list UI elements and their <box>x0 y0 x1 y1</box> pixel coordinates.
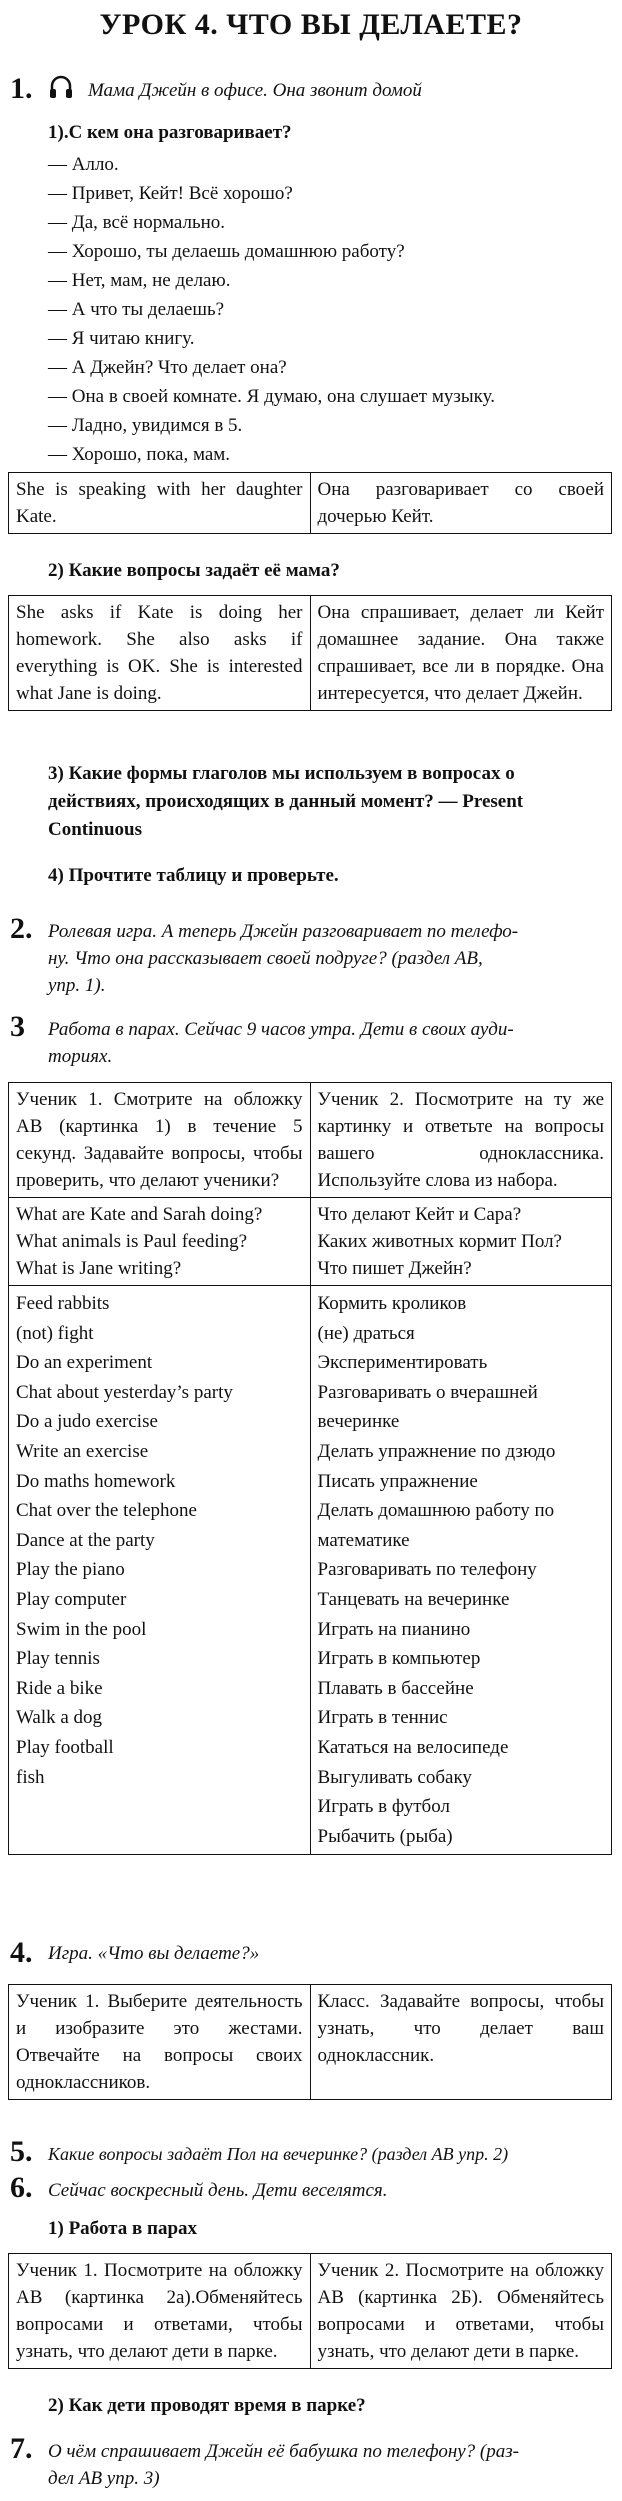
dialog-line: — Привет, Кейт! Всё хорошо? <box>48 183 293 204</box>
phrase-ru: Выгуливать собаку <box>317 1766 472 1788</box>
questions-en-cell <box>9 1198 311 1286</box>
question-line: 3) Какие формы глаголов мы используем в вопросах о <box>48 763 515 784</box>
exercise-7-number: 7. <box>10 2432 33 2465</box>
task-line: дел АВ упр. 3) <box>48 2468 160 2489</box>
table-cell-en: She asks if Kate is doing her homework. She also asks if everything is OK. She is interested what Jane is doing. <box>9 596 311 711</box>
phrase-ru: Кормить кроликов <box>317 1293 467 1314</box>
phrase-en: Play tennis <box>16 1648 100 1670</box>
table-cell-ru: Ученик 2. Посмотрите на ту же картинку и ответьте на вопросы вашего одноклассника. Используйте слова из набора. <box>310 1083 612 1198</box>
phrase-ru: Кататься на велосипеде <box>317 1736 509 1758</box>
phrase-en: Do an experiment <box>16 1352 153 1374</box>
question-line: действиях, происходящих в данный момент? — Present <box>48 791 524 812</box>
phrase-ru: Делать упражнение по дзюдо <box>317 1440 556 1462</box>
exercise-3-number: 3 <box>10 1010 25 1043</box>
question-ru: Что пишет Джейн? <box>317 1258 472 1279</box>
headphones-icon <box>48 74 74 105</box>
exercise-4-number: 4. <box>10 1936 33 1969</box>
phrase-en: Ride a bike <box>16 1677 103 1699</box>
exercise-4-task: Игра. «Что вы делаете?» <box>48 1943 260 1964</box>
question-ru: Что делают Кейт и Сара? <box>317 1204 522 1225</box>
dialog-line: — Да, всё нормально. <box>48 212 226 233</box>
exercise-2-task <box>48 918 518 999</box>
phrase-ru: Играть в теннис <box>317 1707 448 1729</box>
exercise-5-task: Какие вопросы задаёт Пол на вечеринке? (раздел АВ упр. 2) <box>48 2144 509 2164</box>
dialog-line: — Алло. <box>48 154 119 175</box>
phrase-en: Dance at the party <box>16 1529 155 1551</box>
questions-ru-cell <box>310 1198 612 1286</box>
phrase-en: Play computer <box>16 1588 127 1610</box>
phrase-en: fish <box>16 1766 45 1788</box>
phrase-en: Play football <box>16 1736 114 1758</box>
exercise-1-number: 1. <box>10 72 33 105</box>
pair-work-table <box>8 1082 612 1855</box>
table-cell-ru: Она спрашивает, делает ли Кейт домашнее задание. Она также спрашивает, все ли в порядке. Она интересуется, что делает Джейн. <box>310 596 612 711</box>
exercise-5-number: 5. <box>10 2135 33 2168</box>
exercise-6-question-2: 2) Как дети проводят время в парке? <box>48 2395 366 2416</box>
dialog-line: — Она в своей комнате. Я думаю, она слушает музыку. <box>48 386 495 407</box>
question-ru: Каких животных кормит Пол? <box>317 1231 562 1252</box>
phrase-en: Play the piano <box>16 1559 125 1581</box>
phrase-ru: вечеринке <box>317 1411 400 1433</box>
dialog-line: — Ладно, увидимся в 5. <box>48 415 243 436</box>
dialog-line: — Хорошо, пока, мам. <box>48 444 231 465</box>
phrase-ru: Экспериментировать <box>317 1352 488 1374</box>
exercise-1-question-3 <box>48 760 523 844</box>
question-en: What is Jane writing? <box>16 1258 182 1279</box>
exercise-6-number: 6. <box>10 2171 33 2204</box>
table-cell-en: Ученик 1. Выберите деятельность и изобразите это жестами. Отвечайте на вопросы своих одноклассников. <box>9 1985 311 2100</box>
table-cell-en: Ученик 1. Посмотрите на обложку АВ (картинка 2а).Обменяйтесь вопросами и ответами, чтобы узнать, что делают дети в парке. <box>9 2254 311 2369</box>
phrase-en: Swim in the pool <box>16 1618 147 1640</box>
phrase-ru: Плавать в бассейне <box>317 1677 474 1699</box>
table-cell-ru: Ученик 2. Посмотрите на обложку АВ (картинка 2Б). Обменяйтесь вопросами и ответами, чтобы узнать, что делают дети в парке. <box>310 2254 612 2369</box>
task-line: ну. Что она рассказывает своей подруге? (раздел АВ, <box>48 948 483 969</box>
task-line: упр. 1). <box>48 975 106 996</box>
phrase-ru: (не) драться <box>317 1322 415 1344</box>
dialog-line: — Нет, мам, не делаю. <box>48 270 231 291</box>
task-line: Работа в парах. Сейчас 9 часов утра. Дети в своих ауди- <box>48 1019 514 1040</box>
phrase-en: Walk a dog <box>16 1707 103 1729</box>
phrase-en: Do maths homework <box>16 1470 176 1492</box>
task-line: Ролевая игра. А теперь Джейн разговаривает по телефо- <box>48 921 519 942</box>
answer-table-2 <box>8 595 612 711</box>
exercise-1-question-1: 1).С кем она разговаривает? <box>48 122 292 143</box>
question-en: What are Kate and Sarah doing? <box>16 1204 263 1225</box>
phrase-ru: Играть в компьютер <box>317 1648 481 1670</box>
exercise-1-question-2: 2) Какие вопросы задаёт её мама? <box>48 560 340 581</box>
dialog <box>48 150 495 469</box>
exercise-1-task: Мама Джейн в офисе. Она звонит домой <box>88 80 422 101</box>
phrase-ru: Рыбачить (рыба) <box>317 1825 453 1847</box>
exercise-6-task: Сейчас воскресный день. Дети веселятся. <box>48 2180 388 2201</box>
phrase-ru: Делать домашнюю работу по <box>317 1500 555 1522</box>
phrase-ru: Танцевать на вечеринке <box>317 1588 510 1610</box>
task-line: ториях. <box>48 1046 113 1067</box>
table-cell-en: She is speaking with her daughter Kate. <box>9 473 311 534</box>
question-en: What animals is Paul feeding? <box>16 1231 248 1252</box>
phrase-ru: математике <box>317 1529 410 1551</box>
phrase-en: Chat over the telephone <box>16 1500 197 1522</box>
page-title: УРОК 4. ЧТО ВЫ ДЕЛАЕТЕ? <box>99 8 523 41</box>
exercise-3-task <box>48 1016 514 1070</box>
exercise-6-question-1: 1) Работа в парах <box>48 2218 198 2239</box>
phrase-en: Write an exercise <box>16 1440 149 1462</box>
phrase-ru: Разговаривать по телефону <box>317 1559 537 1581</box>
phrase-ru: Играть в футбол <box>317 1796 450 1818</box>
phrase-en: Feed rabbits <box>16 1293 110 1314</box>
dialog-line: — Хорошо, ты делаешь домашнюю работу? <box>48 241 405 262</box>
exercise-2-number: 2. <box>10 912 33 945</box>
phrase-ru: Разговаривать о вчерашней <box>317 1381 538 1403</box>
dialog-line: — А что ты делаешь? <box>48 299 225 320</box>
question-line: Continuous <box>48 819 142 840</box>
table-cell-ru: Она разговаривает со своей дочерью Кейт. <box>310 473 612 534</box>
phrases-ru-cell <box>310 1286 612 1855</box>
phrase-ru: Писать упражнение <box>317 1470 478 1492</box>
answer-table-1 <box>8 472 612 534</box>
phrase-en: Chat about yesterday’s party <box>16 1381 233 1403</box>
phrases-en-cell <box>9 1286 311 1855</box>
task-line: О чём спрашивает Джейн её бабушка по телефону? (раз- <box>48 2441 519 2462</box>
exercise-7-task <box>48 2438 519 2492</box>
phrase-en: Do a judo exercise <box>16 1411 158 1433</box>
table-cell-ru: Класс. Задавайте вопросы, чтобы узнать, что делает ваш одноклассник. <box>310 1985 612 2100</box>
park-table <box>8 2253 612 2369</box>
table-cell-en: Ученик 1. Смотрите на обложку АВ (картинка 1) в течение 5 секунд. Задавайте вопросы, чтобы проверить, что делают ученики? <box>9 1083 311 1198</box>
phrase-ru: Играть на пианино <box>317 1618 471 1640</box>
dialog-line: — А Джейн? Что делает она? <box>48 357 287 378</box>
phrase-en: (not) fight <box>16 1322 94 1344</box>
game-table <box>8 1984 612 2100</box>
exercise-1-question-4: 4) Прочтите таблицу и проверьте. <box>48 865 339 886</box>
dialog-line: — Я читаю книгу. <box>48 328 195 349</box>
